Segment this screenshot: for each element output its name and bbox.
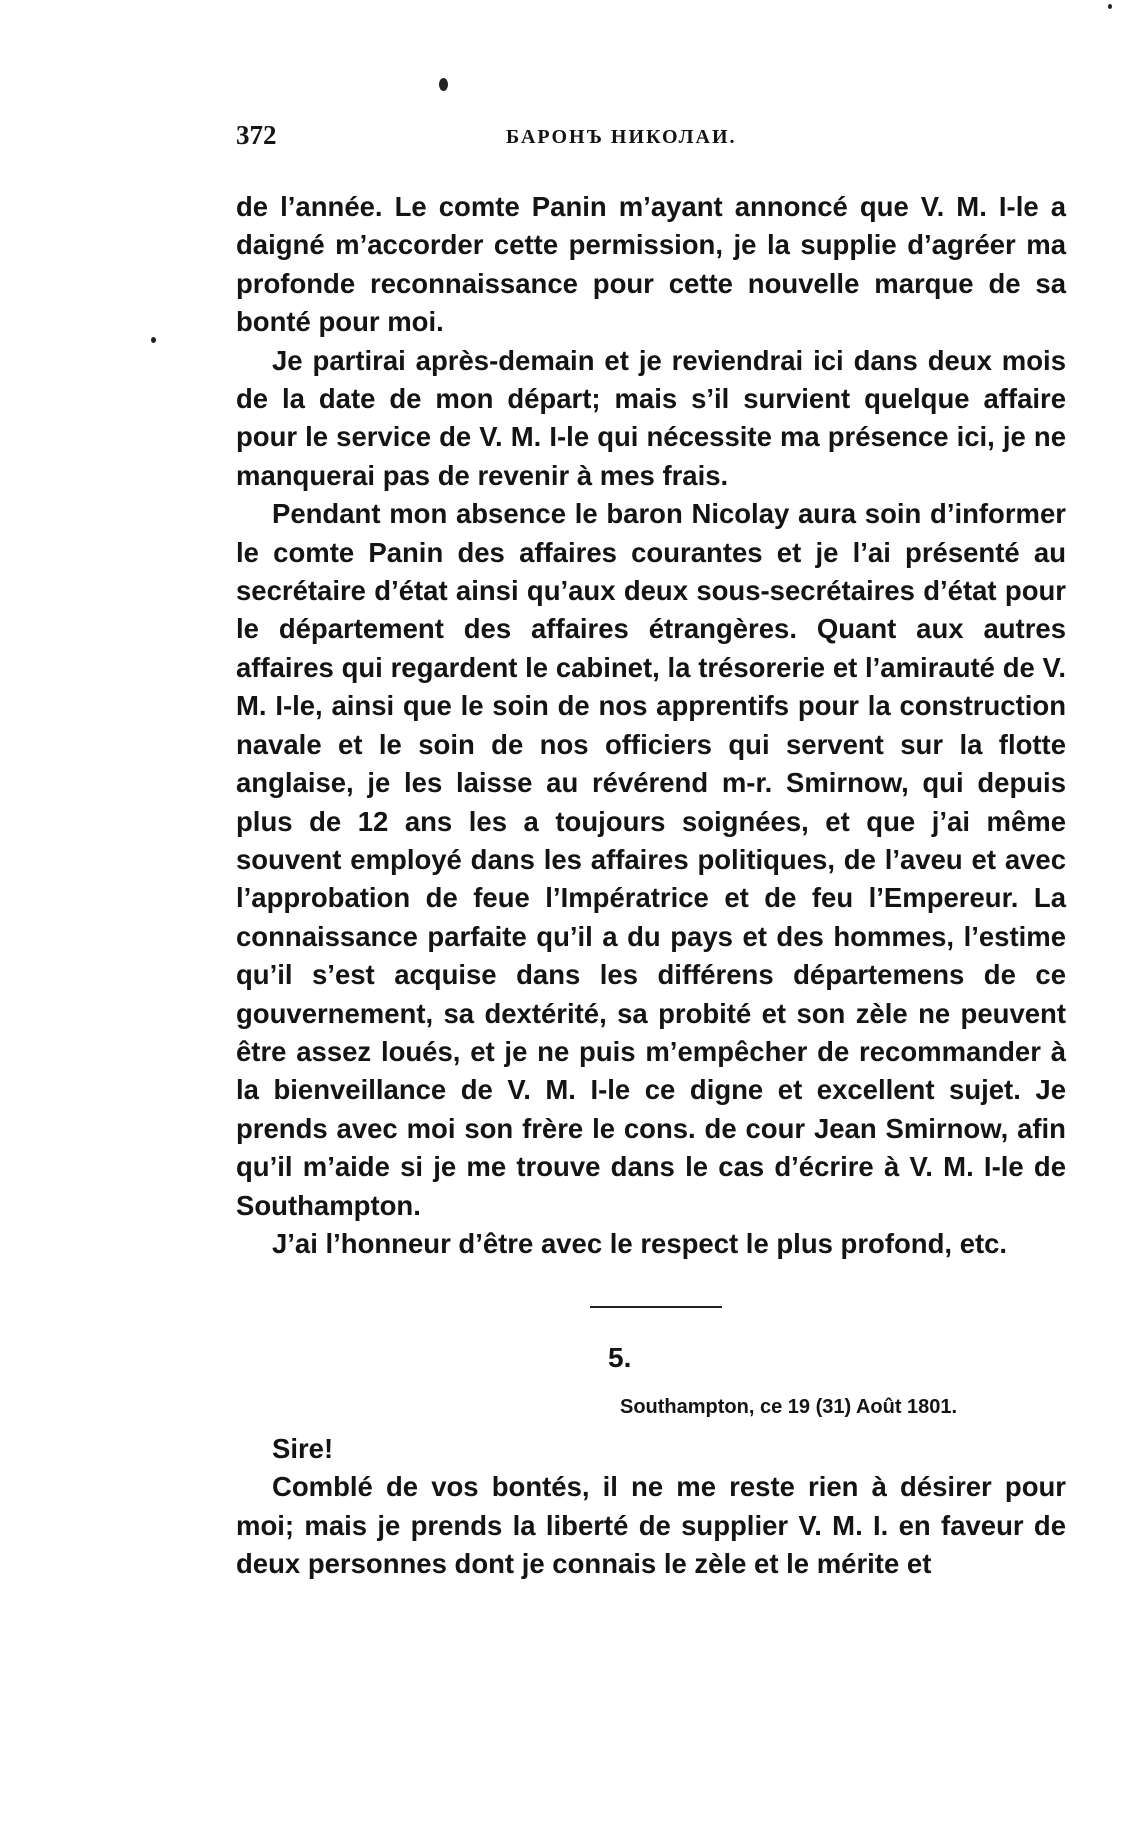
closing-formula: J’ai l’honneur d’être avec le respect le plus profond, etc. [272, 1227, 1008, 1259]
letter-continuation [236, 188, 1066, 1263]
print-speck [151, 337, 156, 343]
letter-body [236, 1430, 1066, 1584]
letter-number: 5. [608, 1342, 632, 1373]
print-speck [439, 78, 448, 91]
paragraph-3: Pendant mon absence le baron Nicolay aura soin d’informer le comte Panin des affaires courantes et je l’ai présenté au secrétaire d’état ainsi qu’aux deux sous-secrétaires d’état pour le département des affaires étrangères. Quant aux autres affaires qui regardent le cabinet, la trésorerie et l’amirauté de V. M. I-le, ainsi que le soin de nos apprentifs pour la construction navale et le soin de nos officiers qui servent sur la flotte anglaise, je les laisse au révérend m-r. Smirnow, qui depuis plus de 12 ans les a toujours soignées, et que j’ai même souvent employé dans les affaires politiques, de l’aveu et avec l’approbation de feue l’Impératrice et de feu l’Empereur. La connaissance parfaite qu’il a du pays et des hommes, l’estime qu’il s’est acquise dans les différens départemens de ce gouvernement, sa dextérité, sa probité et son zèle ne peuvent être assez loués, et je ne puis m’empêcher de recommander à la bienveillance de V. M. I-le ce digne et excellent sujet. Je prends avec moi son frère le cons. de cour Jean Smirnow, afin qu’il m’aide si je me trouve dans le cas d’écrire à V. M. I-le de Southampton. [236, 498, 1066, 1221]
paragraph-2: Je partirai après-demain et je reviendrai ici dans deux mois de la date de mon départ; mais s’il survient quelque affaire pour le service de V. M. I-le qui nécessite ma présence ici, je ne manquerai pas de revenir à mes frais. [236, 344, 1066, 491]
page-number: 372 [236, 120, 277, 150]
salutation: Sire! [272, 1433, 334, 1464]
paragraph-1: de l’année. Le comte Panin m’ayant annoncé que V. M. I-le a daigné m’accorder cette permission, je la supplie d’agréer ma profonde reconnaissance pour cette nouvelle marque de sa bonté pour moi. [236, 191, 1066, 338]
print-speck [1108, 4, 1112, 9]
page-header [236, 120, 836, 160]
section-divider [590, 1306, 722, 1308]
letter-opening: Comblé de vos bontés, il ne me reste rien à désirer pour moi; mais je prends la liberté de supplier V. M. I. en faveur de deux personnes dont je connais le zèle et le mérite et [236, 1471, 1066, 1580]
running-head: БАРОНЪ НИКОЛАИ. [506, 126, 737, 148]
letter-dateline: Southampton, ce 19 (31) Août 1801. [620, 1396, 958, 1418]
